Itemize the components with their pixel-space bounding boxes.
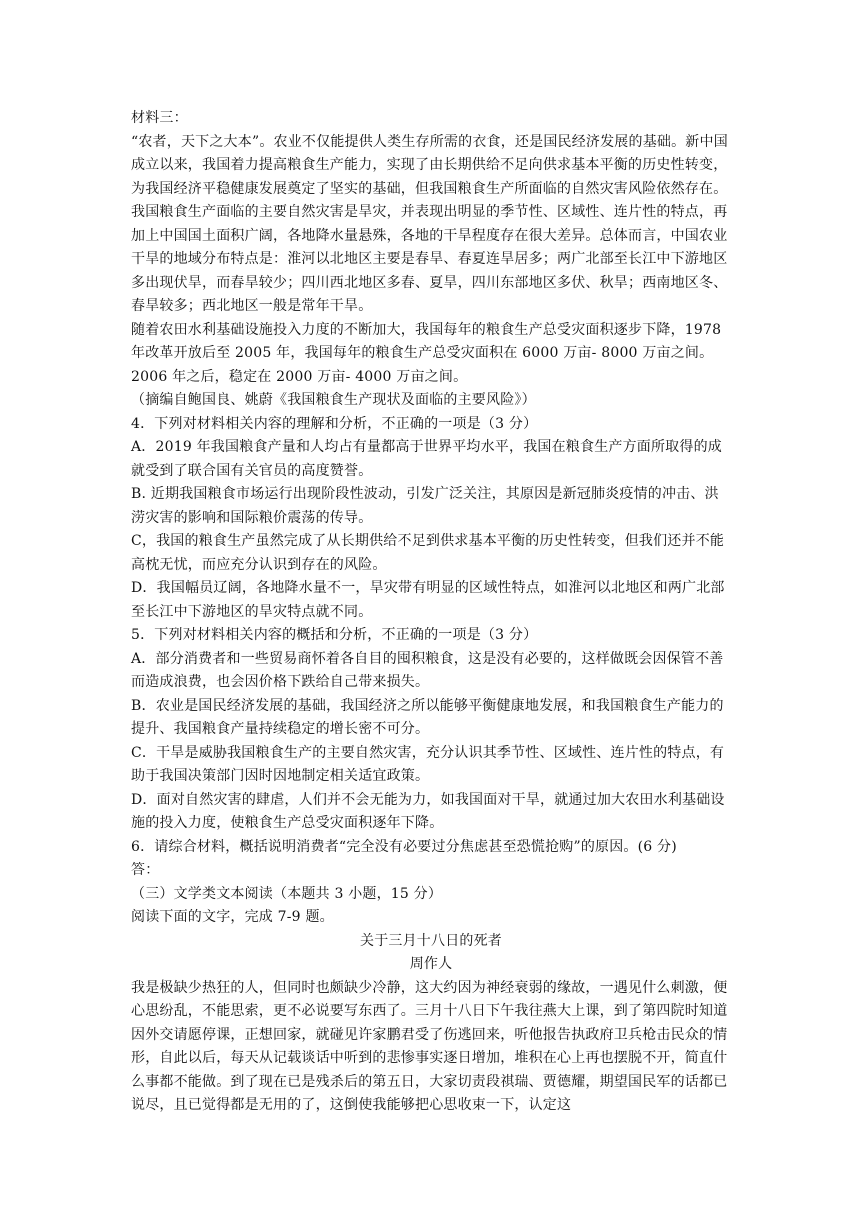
question-4-option-b: B. 近期我国粮食市场运行出现阶段性波动，引发广泛关注，其原因是新冠肺炎疫情的冲击、洪涝灾害的影响和国际粮价震荡的传导。: [131, 486, 719, 526]
essay-title: 关于三月十八日的死者: [360, 932, 502, 949]
question-4-option-a: A．2019 年我国粮食产量和人均占有量都高于世界平均水平，我国在粮食生产方面所取得的成就受到了联合国有关官员的高度赞誉。: [131, 439, 722, 479]
page-content: [131, 107, 731, 1118]
material-paragraph-2: 我国粮食生产面临的主要自然灾害是旱灾，并表现出明显的季节性、区域性、连片性的特点，再加上中国国土面积广阔，各地降水量悬殊，各地的干旱程度存在很大差异。总体而言，中国农业干旱的地域分布特点是：淮河以北地区主要是春旱、春夏连旱居多；两广北部至长江中下游地区多出现伏旱，而春旱较少；四川西北地区多春、夏旱，四川东部地区多伏、秋旱；西南地区冬、春旱较多；西北地区一般是常年干旱。: [131, 204, 728, 314]
question-5-option-b: B．农业是国民经济发展的基础，我国经济之所以能够平衡健康地发展，和我国粮食生产能力的提升、我国粮食产量持续稳定的增长密不可分。: [131, 697, 724, 737]
question-5-option-d: D．面对自然灾害的肆虐，人们并不会无能为力，如我国面对干旱，就通过加大农田水利基础设施的投入力度，使粮食生产总受灾面积逐年下降。: [131, 791, 725, 831]
question-5-option-a: A．部分消费者和一些贸易商怀着各自目的囤积粮食，这是没有必要的，这样做既会因保管不善而造成浪费，也会因价格下跌给自己带来损失。: [131, 650, 724, 690]
material-paragraph-3: 随着农田水利基础设施投入力度的不断加大，我国每年的粮食生产总受灾面积逐步下降，1978 年改革开放后至 2005 年，我国每年的粮食生产总受灾面积在 6000 万亩- 8000 万亩之间。2006 年之后，稳定在 2000 万亩- 4000 万亩之间。: [131, 321, 722, 385]
material-paragraph-1: “农者，天下之大本”。农业不仅能提供人类生存所需的衣食，还是国民经济发展的基础。新中国成立以来，我国着力提高粮食生产能力，实现了由长期供给不足向供求基本平衡的历史性转变，为我国经济平稳健康发展奠定了坚实的基础，但我国粮食生产所面临的自然灾害风险依然存在。: [131, 133, 728, 197]
material-heading: 材料三：: [131, 110, 188, 126]
question-4-option-d: D．我国幅员辽阔，各地降水量不一，旱灾带有明显的区域性特点，如淮河以北地区和两广北部至长江中下游地区的旱灾特点就不同。: [131, 580, 725, 620]
section-3-heading: （三）文学类文本阅读（本题共 3 小题，15 分）: [131, 885, 443, 902]
question-6-stem: 6．请综合材料，概括说明消费者“完全没有必要过分焦虑甚至恐慌抢购”的原因。(6 分): [131, 838, 677, 855]
question-5-option-c: C．干旱是威胁我国粮食生产的主要自然灾害，充分认识其季节性、区域性、连片性的特点，有助于我国决策部门因时因地制定相关适宜政策。: [131, 744, 725, 784]
question-5-stem: 5．下列对材料相关内容的概括和分析，不正确的一项是（3 分）: [131, 627, 538, 643]
essay-author: 周作人: [409, 956, 453, 972]
material-source: （摘编自鲍国良、姚蔚《我国粮食生产现状及面临的主要风险》）: [131, 392, 536, 408]
essay-body: 我是极缺少热狂的人，但同时也颇缺少冷静，这大约因为神经衰弱的缘故，一遇见什么刺激，便心思纷乱，不能思索，更不必说要写东西了。三月十八日下午我往燕大上课，到了第四院时知道因外交请愿停课，正想回家，就碰见许家鹏君受了伤逃回来，听他报告执政府卫兵枪击民众的情形，自此以后，每天从记载谈话中听到的悲惨事实逐日增加，堆积在心上再也摆脱不开，简直什么事都不能做。到了现在已是残杀后的第五日，大家切责段祺瑞、贾德耀，期望国民军的话都已说尽，且已觉得都是无用的了，这倒使我能够把心思收束一下，认定这: [131, 979, 728, 1113]
question-6-answer-label: 答：: [131, 862, 160, 878]
question-4-option-c: C，我国的粮食生产虽然完成了从长期供给不足到供求基本平衡的历史性转变，但我们还并不能高枕无忧，而应充分认识到存在的风险。: [131, 533, 725, 573]
question-4-stem: 4．下列对材料相关内容的理解和分析，不正确的一项是（3 分）: [131, 415, 538, 432]
section-3-instruction: 阅读下面的文字，完成 7-9 题。: [131, 909, 334, 925]
